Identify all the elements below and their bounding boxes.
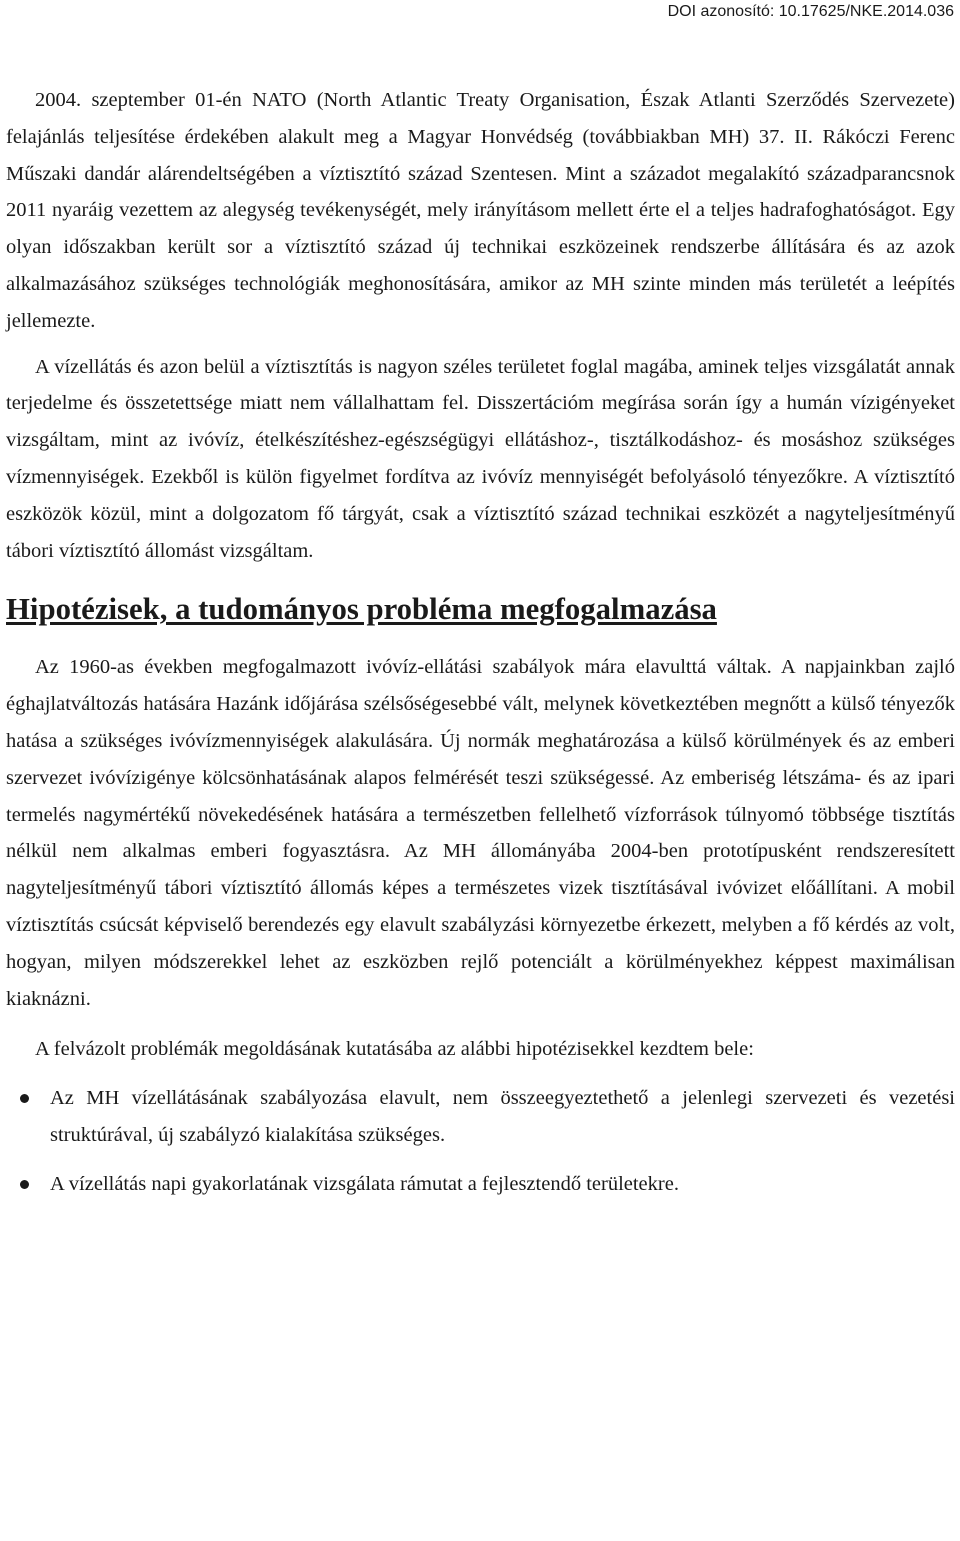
paragraph-intro: 2004. szeptember 01-én NATO (North Atlantic Treaty Organisation, Észak Atlanti Szerződés Szervezete) felajánlás teljesítése érdekében alakult meg a Magyar Honvédség (továbbiakban MH) 37. II. Rákóczi Ferenc Műszaki dandár alárendeltségében a víztisztító század Szentesen. Mint a századot megalakító századparancsnok 2011 nyaráig vezettem az alegység tevékenységét, mely irányításom mellett érte el a teljes hadrafoghatóságot. Egy olyan időszakban került sor a víztisztító század új technikai eszközeinek rendszerbe állítására és az azok alkalmazásához szükséges technológiák meghonosítására, amikor az MH szinte minden más területét a leépítés jellemezte. — [6, 89, 955, 332]
paragraph-hypotheses-intro: A felvázolt problémák megoldásának kutatásába az alábbi hipotézisekkel kezdtem bele: — [35, 1038, 754, 1061]
list-item-text: Az MH vízellátásának szabályozása elavult, nem összeegyeztethető a jelenlegi szervezeti és vezetési struktúrával, új szabályzó kialakítása szükséges. — [50, 1087, 955, 1146]
hypotheses-list — [6, 1080, 955, 1202]
paragraph-scope: A vízellátás és azon belül a víztisztítás is nagyon széles területet foglal magába, aminek teljes vizsgálatát annak terjedelme és összetettsége miatt nem vállalhattam fel. Disszertációm megírása során így a humán vízigényeket vizsgáltam, mint az ivóvíz, ételkészítéshez-egészségügyi ellátáshoz-, tisztálkodáshoz- és mosáshoz szükséges vízmennyiségek. Ezekből is külön figyelmet fordítva az ivóvíz mennyiségét befolyásoló tényezőkre. A víztisztító eszközök közül, mint a dolgozatom fő tárgyát, csak a víztisztító század technikai eszközét a nagyteljesítményű tábori víztisztító állomást vizsgáltam. — [6, 355, 955, 562]
list-item — [6, 1080, 955, 1154]
section-heading-hypotheses: Hipotézisek, a tudományos probléma megfogalmazása — [6, 592, 717, 627]
bullet-dot-icon — [20, 1094, 29, 1103]
paragraph-problem: Az 1960-as években megfogalmazott ivóvíz-ellátási szabályok mára elavulttá váltak. A napjainkban zajló éghajlatváltozás hatására Hazánk időjárása szélsőségesebbé vált, melynek következtében megnőtt a külső tényezők hatása a szükséges ivóvízmennyiségek alakulására. Új normák meghatározása a külső körülmények és az emberi szervezet ivóvízigénye kölcsönhatásának alapos felmérését teszi szükségessé. Az emberiség létszáma- és az ipari termelés nagymértékű növekedésének hatására a természetben fellelhető vízforrások túlnyomó többsége tisztítás nélkül nem alkalmas emberi fogyasztásra. Az MH állományába 2004-ben prototípusként rendszeresített nagyteljesítményű tábori víztisztító állomás képes a természetes vizek tisztításával ivóvizet előállítani. A mobil víztisztítás csúcsát képviselő berendezés egy elavult szabályzási környezetbe érkezett, melyben a fő kérdés az volt, hogyan, milyen módszerekkel lehet az eszközben rejlő potenciált a körülményekhez képpest maximálisan kiaknázni. — [6, 656, 955, 1010]
bullet-dot-icon — [20, 1180, 29, 1189]
list-item — [6, 1166, 955, 1203]
document-body — [6, 82, 955, 1215]
list-item-text: A vízellátás napi gyakorlatának vizsgálata rámutat a fejlesztendő területekre. — [50, 1172, 679, 1195]
doi-identifier: DOI azonosító: 10.17625/NKE.2014.036 — [667, 3, 954, 20]
